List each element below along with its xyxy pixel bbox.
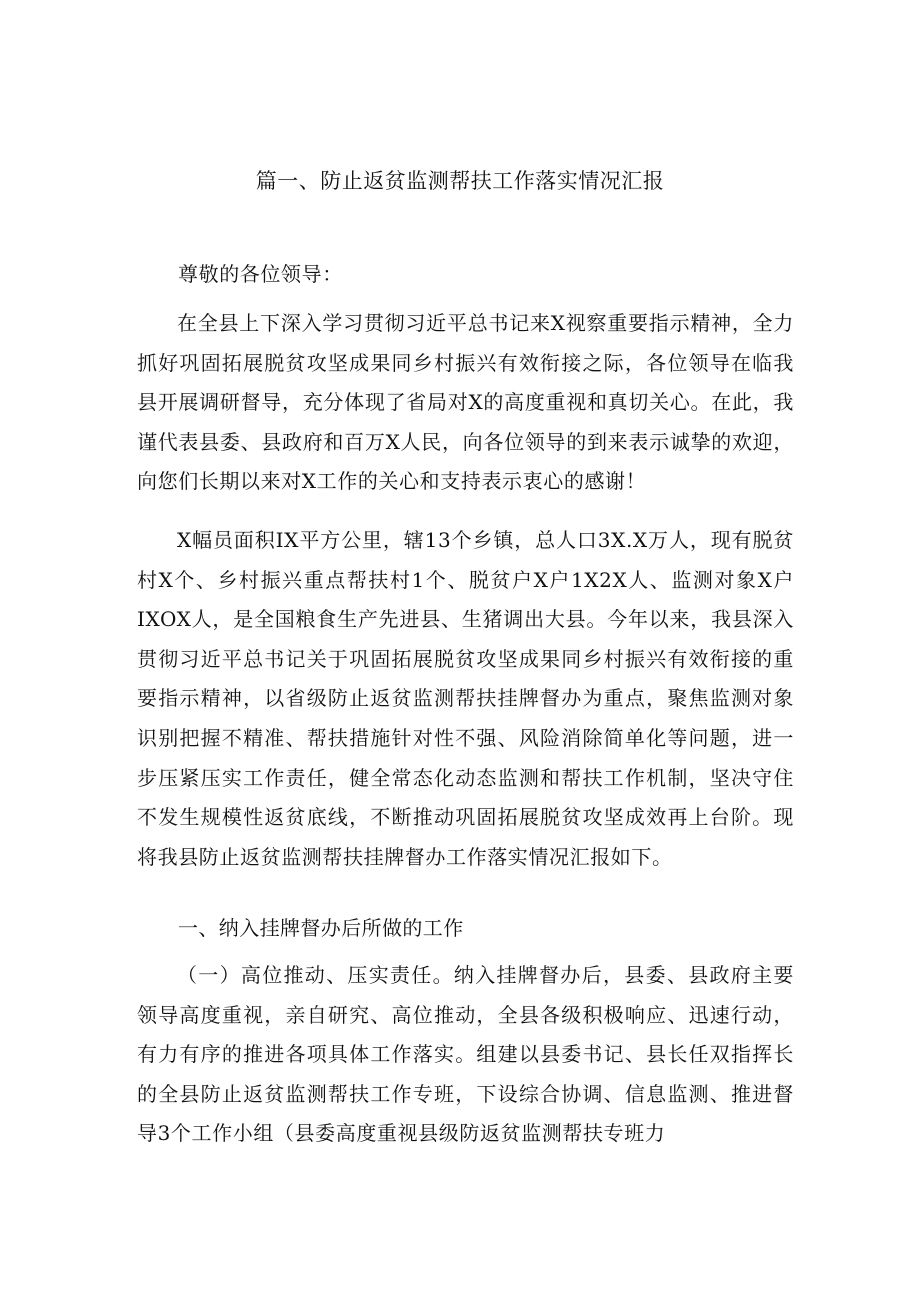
- intro-paragraph-block: [137, 304, 794, 502]
- paragraph-section-one: （一）高位推动、压实责任。纳入挂牌督办后，县委、县政府主要领导高度重视，亲自研究、高位推动，全县各级积极响应、迅速行动，有力有序的推进各项具体工作落实。组建以县委书记、县长任双指挥长的全县防止返贫监测帮扶工作专班，下设综合协调、信息监测、推进督导3个工作小组（县委高度重视县级防返贫监测帮扶专班力: [137, 963, 794, 1146]
- county-overview-block: [137, 521, 794, 877]
- section-body-block: [137, 956, 794, 1154]
- document-title: 篇一、防止返贫监测帮扶工作落实情况汇报: [255, 169, 665, 193]
- paragraph-county-overview: X幅员面积IX平方公里，辖13个乡镇，总人口3X.X万人，现有脱贫村X个、乡村振兴重点帮扶村1个、脱贫户X户1X2X人、监测对象X户IXOX人，是全国粮食生产先进县、生猪调出大县。今年以来，我县深入贯彻习近平总书记关于巩固拓展脱贫攻坚成果同乡村振兴有效衔接的重要指示精神，以省级防止返贫监测帮扶挂牌督办为重点，聚焦监测对象识别把握不精准、帮扶措施针对性不强、风险消除简单化等问题，进一步压紧压实工作责任，健全常态化动态监测和帮扶工作机制，坚决守住不发生规模性返贫底线，不断推动巩固拓展脱贫攻坚成效再上台阶。现将我县防止返贫监测帮扶挂牌督办工作落实情况汇报如下。: [137, 528, 794, 869]
- section-heading: 一、纳入挂牌督办后所做的工作: [178, 916, 464, 940]
- greeting-line: 尊敬的各位领导：: [178, 262, 343, 286]
- paragraph-welcome: 在全县上下深入学习贯彻习近平总书记来X视察重要指示精神，全力抓好巩固拓展脱贫攻坚成果同乡村振兴有效衔接之际，各位领导在临我县开展调研督导，充分体现了省局对X的高度重视和真切关心。在此，我谨代表县委、县政府和百万X人民，向各位领导的到来表示诚挚的欢迎，向您们长期以来对X工作的关心和支持表示衷心的感谢！: [137, 311, 794, 494]
